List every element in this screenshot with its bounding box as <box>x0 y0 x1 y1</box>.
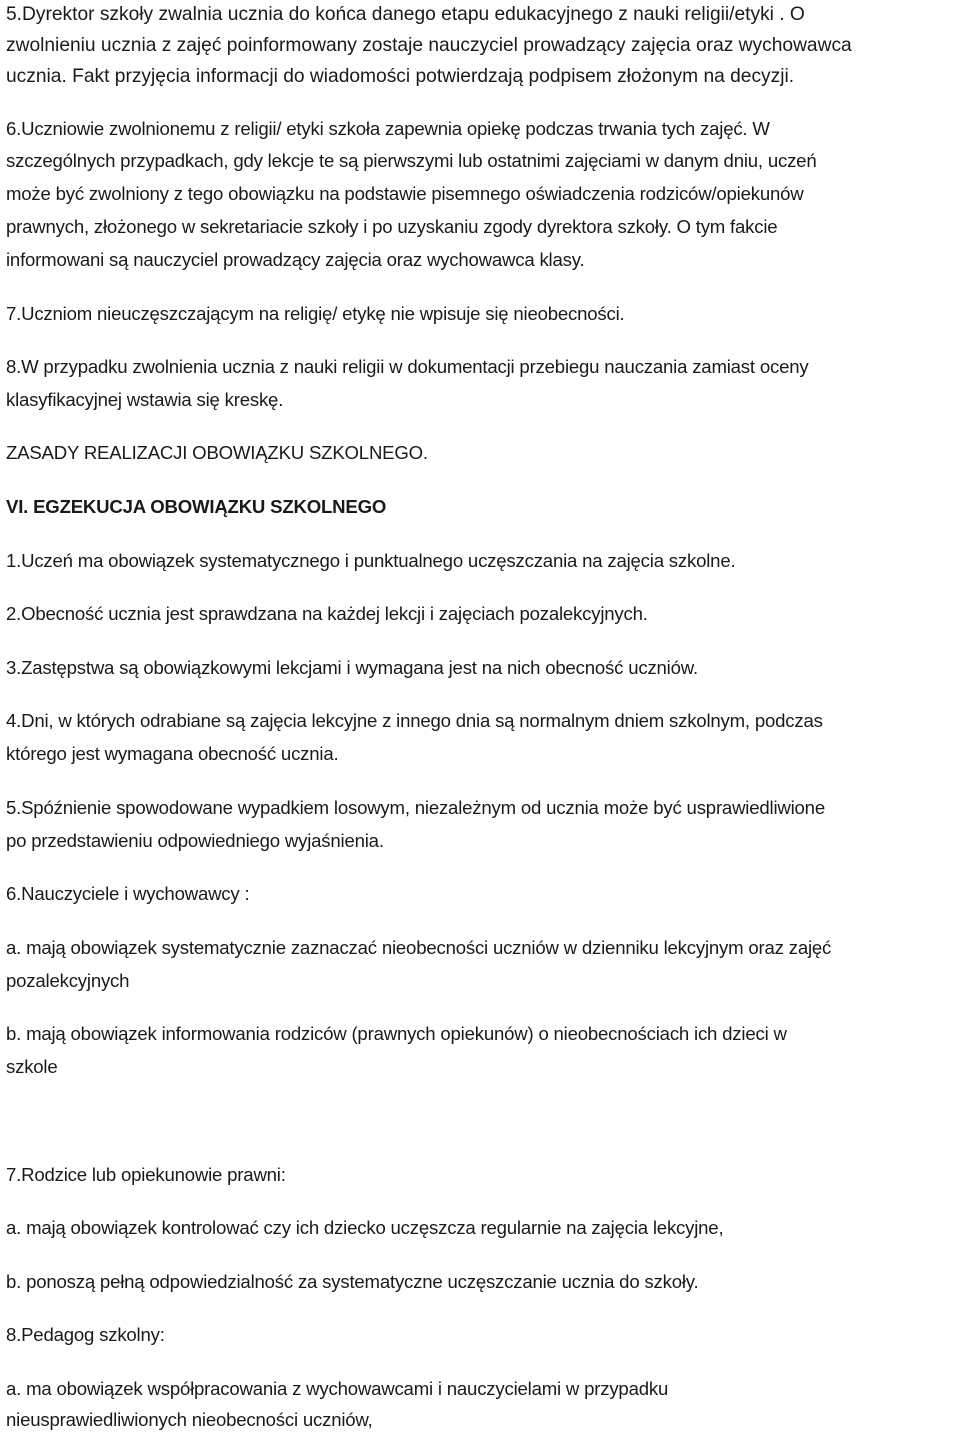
item-2: 2.Obecność ucznia jest sprawdzana na każdej lekcji i zajęciach pozalekcyjnych. <box>6 603 648 624</box>
item-6b-line-2: szkole <box>6 1056 58 1077</box>
item-7a: a. mają obowiązek kontrolować czy ich dziecko uczęszcza regularnie na zajęcia lekcyjne, <box>6 1217 724 1238</box>
paragraph-6-line-5: informowani są nauczyciel prowadzący zajęcia oraz wychowawca klasy. <box>6 249 585 270</box>
item-6a-line-2: pozalekcyjnych <box>6 970 130 991</box>
item-4-line-1: 4.Dni, w których odrabiane są zajęcia lekcyjne z innego dnia są normalnym dniem szkolnym, podczas <box>6 710 823 731</box>
item-7: 7.Rodzice lub opiekunowie prawni: <box>6 1164 286 1185</box>
item-7b: b. ponoszą pełną odpowiedzialność za systematyczne uczęszczanie ucznia do szkoły. <box>6 1271 699 1292</box>
item-6: 6.Nauczyciele i wychowawcy : <box>6 883 250 904</box>
item-1: 1.Uczeń ma obowiązek systematycznego i punktualnego uczęszczania na zajęcia szkolne. <box>6 550 736 571</box>
paragraph-6-line-2: szczególnych przypadkach, gdy lekcje te są pierwszymi lub ostatnimi zajęciami w danym dniu, uczeń <box>6 150 817 171</box>
paragraph-6-line-3: może być zwolniony z tego obowiązku na podstawie pisemnego oświadczenia rodziców/opiekunów <box>6 183 804 204</box>
item-6a-line-1: a. mają obowiązek systematycznie zaznaczać nieobecności uczniów w dzienniku lekcyjnym oraz zajęć <box>6 937 832 958</box>
paragraph-8-line-1: 8.W przypadku zwolnienia ucznia z nauki religii w dokumentacji przebiegu nauczania zamiast oceny <box>6 356 809 377</box>
paragraph-6-line-1: 6.Uczniowie zwolnionemu z religii/ etyki szkoła zapewnia opiekę podczas trwania tych zajęć. W <box>6 118 770 139</box>
item-4-line-2: którego jest wymagana obecność ucznia. <box>6 743 339 764</box>
paragraph-7: 7.Uczniom nieuczęszczającym na religię/ etykę nie wpisuje się nieobecności. <box>6 303 625 324</box>
section-caption: ZASADY REALIZACJI OBOWIĄZKU SZKOLNEGO. <box>6 442 428 463</box>
paragraph-5-line-3: ucznia. Fakt przyjęcia informacji do wiadomości potwierdzają podpisem złożonym na decyzji. <box>6 66 795 87</box>
item-3: 3.Zastępstwa są obowiązkowymi lekcjami i wymagana jest na nich obecność uczniów. <box>6 657 698 678</box>
paragraph-5-line-1: 5.Dyrektor szkoły zwalnia ucznia do końca danego etapu edukacyjnego z nauki religii/etyki . O <box>6 4 805 25</box>
paragraph-8-line-2: klasyfikacyjnej wstawia się kreskę. <box>6 389 284 410</box>
item-8a-line-1: a. ma obowiązek współpracowania z wychowawcami i nauczycielami w przypadku <box>6 1378 669 1399</box>
paragraph-5-line-2: zwolnieniu ucznia z zajęć poinformowany zostaje nauczyciel prowadzący zajęcia oraz wychowawca <box>6 35 852 56</box>
paragraph-6-line-4: prawnych, złożonego w sekretariacie szkoły i po uzyskaniu zgody dyrektora szkoły. O tym fakcie <box>6 216 778 237</box>
item-8a-line-2: nieusprawiedliwionych nieobecności uczniów, <box>6 1409 373 1430</box>
item-8: 8.Pedagog szkolny: <box>6 1324 165 1345</box>
section-heading: VI. EGZEKUCJA OBOWIĄZKU SZKOLNEGO <box>6 496 387 517</box>
item-5-line-1: 5.Spóźnienie spowodowane wypadkiem losowym, niezależnym od ucznia może być usprawiedliwione <box>6 797 825 818</box>
item-5-line-2: po przedstawieniu odpowiedniego wyjaśnienia. <box>6 830 384 851</box>
item-6b-line-1: b. mają obowiązek informowania rodziców (prawnych opiekunów) o nieobecnościach ich dzieci w <box>6 1023 787 1044</box>
